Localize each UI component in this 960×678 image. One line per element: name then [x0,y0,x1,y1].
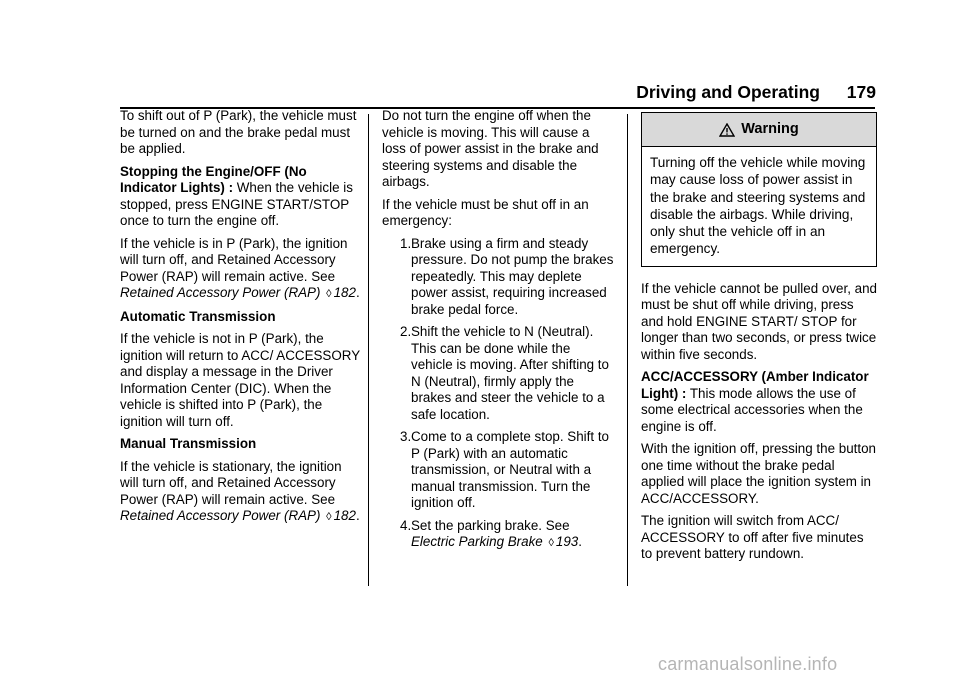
page-ref-icon: ◊ [326,288,332,300]
engine-off-paragraph: Do not turn the engine off when the vehicle is moving. This will cause a loss of power assist in the brake and steering systems and disable the airbags. [382,108,599,189]
page-number: 179 [846,82,876,102]
automatic-transmission-text: If the vehicle is not in P (Park), the ignition will return to ACC/ ACCESSORY and display a message in the Driver Information Center (DIC). When the vehicle is shifted into P (Park), the ignition will turn off. [120,331,360,429]
stopping-engine-text: When the vehicle is stopped, press ENGINE START/STOP once to turn the engine off. [120,180,353,228]
parking-brake-page-ref[interactable]: 193 [555,534,579,549]
parking-brake-link[interactable]: Electric Parking Brake [411,534,543,549]
column-1 [120,108,360,532]
acc-accessory-heading: ACC/ACCESSORY (Amber Indicator Light) : [641,369,869,401]
warning-header [642,113,876,147]
shift-out-paragraph: To shift out of P (Park), the vehicle must be turned on and the brake pedal must be applied. [120,108,357,156]
park-rap-paragraph: If the vehicle is in P (Park), the ignition will turn off, and Retained Accessory Power (RAP) will remain active. See Retained Accessory Power (RAP) ◊ 182. [120,235,360,300]
list-item: 4. Set the parking brake. See Electric Parking Brake ◊ 193. [400,517,582,549]
list-item: 1. Brake using a firm and steady pressure. Do not pump the brakes repeatedly. This may deplete power assist, requiring increased brake pedal force. [400,235,614,317]
warning-icon [719,123,735,137]
stopping-engine-paragraph [120,164,360,230]
list-item: 3. Come to a complete stop. Shift to P (Park) with an automatic transmission, or Neutral with a manual transmission. Turn the ignition off. [400,429,609,510]
manual-transmission-text: If the vehicle is stationary, the ignition will turn off, and Retained Accessory Power (RAP) will remain active. See [120,458,342,507]
ignition-off-paragraph: With the ignition off, pressing the button one time without the brake pedal applied will place the ignition system in ACC/ACCESSORY. [641,441,876,506]
list-item: 2. Shift the vehicle to N (Neutral). This can be done while the vehicle is moving. After shifting to N (Neutral), firmly apply the brakes and steer the vehicle to a safe location. [400,324,609,422]
warning-text: Turning off the vehicle while moving may cause loss of power assist in the brake and steering systems and disable the airbags. While driving, only shut the vehicle off in an emergency. [650,155,866,257]
column-2 [382,108,614,558]
manual-transmission-heading: Manual Transmission [120,436,257,451]
ignition-switch-paragraph: The ignition will switch from ACC/ ACCESSORY to off after five minutes to prevent battery rundown. [641,513,864,562]
page-header [0,80,960,106]
section-title: Driving and Operating [636,82,820,102]
stopping-engine-heading: Stopping the Engine/OFF (No Indicator Lights) : [120,163,307,195]
automatic-transmission-heading: Automatic Transmission [120,308,276,324]
page-ref-icon: ◊ [326,511,332,523]
warning-title: Warning [741,121,799,138]
column-divider-2 [627,114,628,586]
park-rap-text: If the vehicle is in P (Park), the ignition will turn off, and Retained Accessory Power (RAP) will remain active. See [120,235,348,284]
acc-accessory-text: This mode allows the use of some electrical accessories when the engine is off. [641,385,863,434]
acc-accessory-paragraph [641,369,877,435]
emergency-intro: If the vehicle must be shut off in an emergency: [382,196,589,228]
rap-page-ref[interactable]: 182 [333,285,356,300]
warning-box [641,112,877,267]
column-3 [641,106,877,569]
emergency-steps-list [382,236,614,552]
watermark: carmanualsonline.info [658,654,838,674]
column-divider-1 [368,114,369,586]
manual-transmission-paragraph: If the vehicle is stationary, the ignition will turn off, and Retained Accessory Power (RAP) will remain active. See Retained Accessory Power (RAP) ◊ 182. [120,458,360,523]
cannot-pull-over-paragraph: If the vehicle cannot be pulled over, and must be shut off while driving, press and hold ENGINE START/ STOP for longer than two seconds, or press twice within five seconds. [641,280,877,362]
rap-link[interactable]: Retained Accessory Power (RAP) [120,285,321,300]
page-ref-icon: ◊ [548,537,554,549]
rap-link-2[interactable]: Retained Accessory Power (RAP) [120,508,321,523]
rap-page-ref-2[interactable]: 182 [333,508,356,523]
